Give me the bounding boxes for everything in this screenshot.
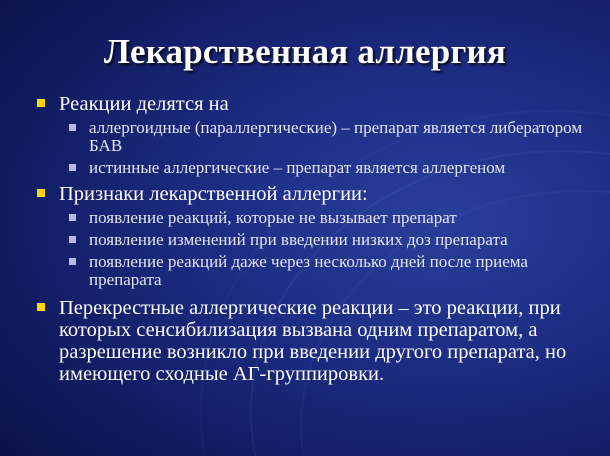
square-bullet-icon (69, 214, 76, 221)
square-bullet-icon (37, 189, 45, 197)
sub-bullet-text: появление изменений при введении низких доз препарата (89, 230, 508, 249)
sub-bullet-allergoid (34, 119, 594, 155)
sub-bullet-text: истинные аллергические – препарат является аллергеном (89, 158, 506, 177)
sub-bullet-text: аллергоидные (параллергические) – препарат является либератором БАВ (89, 118, 583, 155)
sub-bullet-text: появление реакций даже через несколько дней после приема препарата (89, 252, 528, 289)
slide-content (34, 91, 594, 385)
square-bullet-icon (69, 258, 76, 265)
bullet-text: Признаки лекарственной аллергии: (59, 183, 368, 205)
sub-bullet-text: появление реакций, которые не вызывает препарат (89, 208, 457, 227)
sub-bullet-sign-3 (34, 253, 594, 289)
sub-bullet-sign-1 (34, 209, 594, 227)
sub-bullet-sign-2 (34, 231, 594, 249)
bullet-text: Реакции делятся на (59, 93, 229, 115)
bullet-reactions (34, 93, 594, 115)
sub-bullet-true-allergic (34, 159, 594, 177)
square-bullet-icon (37, 303, 45, 311)
square-bullet-icon (69, 236, 76, 243)
bullet-signs (34, 183, 594, 205)
square-bullet-icon (69, 124, 76, 131)
bullet-text: Перекрестные аллергические реакции – это реакции, при которых сенсибилизация вызвана одним препаратом, а разрешение возникло при введении другого препарата, но имеющего сходные АГ-группировки. (59, 297, 567, 385)
bullet-cross-reactions (34, 297, 594, 385)
square-bullet-icon (37, 99, 45, 107)
slide-title: Лекарственная аллергия (103, 32, 507, 71)
square-bullet-icon (69, 164, 76, 171)
